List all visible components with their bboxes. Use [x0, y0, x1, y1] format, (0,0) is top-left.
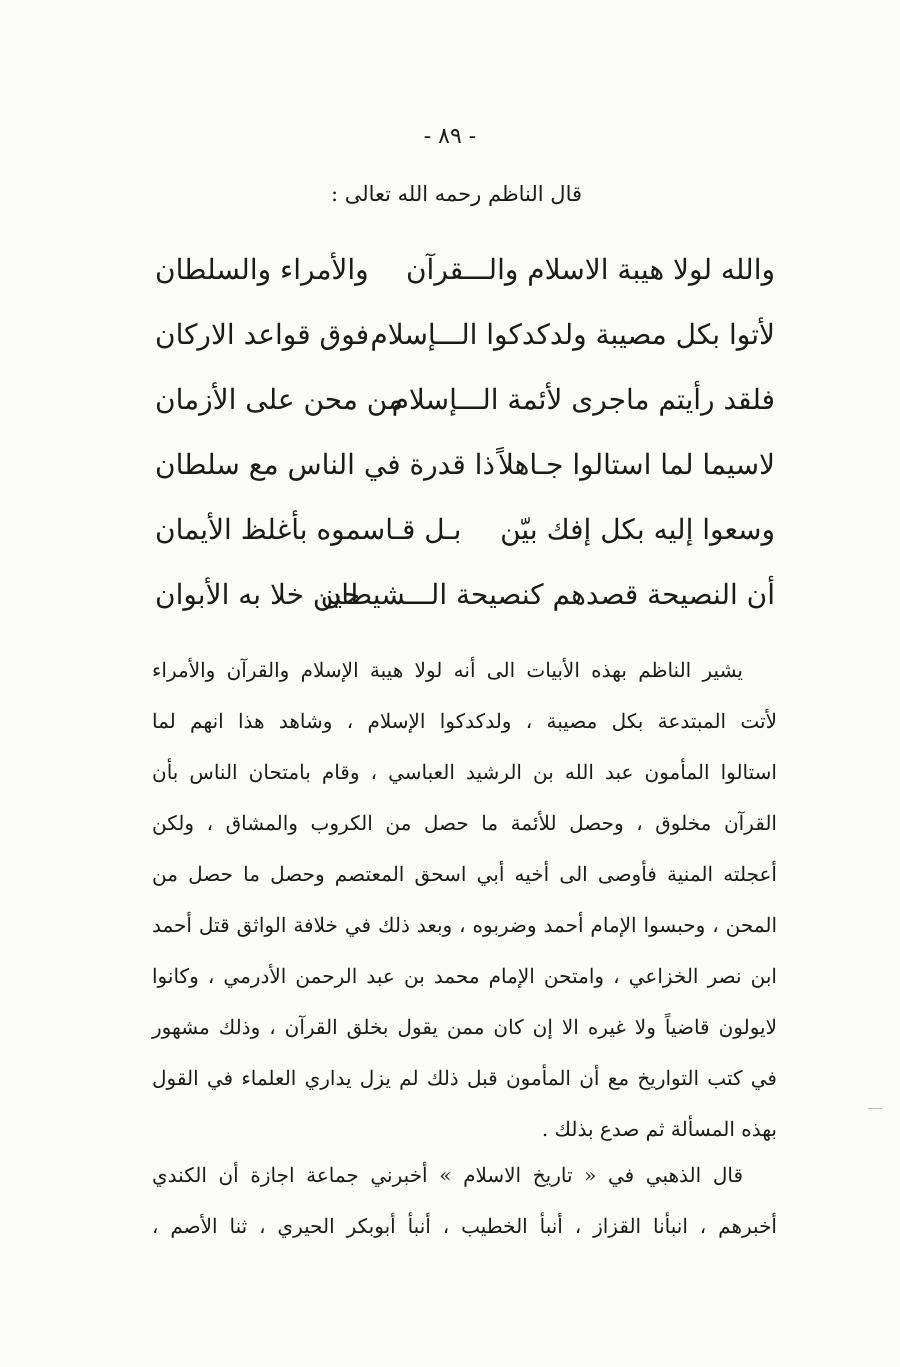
paragraph-line: ابن نصر الخزاعي ، وامتحن الإمام محمد بن عبد الرحمن الأدرمي ، وكانوا: [152, 964, 777, 988]
verse-second-hemistich: والأمراء والسلطان: [155, 253, 369, 286]
verse-line: [155, 437, 775, 502]
paragraph-line: أخبرهم ، انبأنا القزاز ، أنبأ الخطيب ، أنبأ أبوبكر الحيري ، ثنا الأصم ،: [152, 1214, 777, 1238]
page-mark: [868, 1108, 882, 1109]
verse-first-hemistich: لاسيما لما استالوا جـاهلاً: [497, 448, 775, 481]
verse-first-hemistich: أن النصيحة قصدهم كنصيحة الـــشيطان: [320, 578, 775, 611]
verse-line: [155, 307, 775, 372]
verse-line: [155, 372, 775, 437]
paragraph-line: أعجلته المنية فأوصى الى أخيه أبي اسحق المعتصم وحصل ما حصل من: [152, 862, 777, 886]
verse-second-hemistich: من محن على الأزمان: [155, 383, 404, 416]
paragraph-line: يشير الناظم بهذه الأبيات الى أنه لولا هيبة الإسلام والقرآن والأمراء: [152, 658, 743, 682]
verse-second-hemistich: فوق قواعد الاركان: [155, 318, 370, 351]
verse-first-hemistich: فلقد رأيتم ماجرى لأئمة الـــإسلام: [391, 383, 775, 416]
verse-line: [155, 567, 775, 632]
paragraph-line: في كتب التواريخ مع أن المأمون قبل ذلك لم يزل يداري العلماء في القول: [152, 1066, 777, 1090]
paragraph-line: المحن ، وحبسوا الإمام أحمد وضربوه ، وبعد ذلك في خلافة الواثق قتل أحمد: [152, 913, 778, 937]
verse-second-hemistich: بـل قـاسموه بأغلظ الأيمان: [155, 513, 462, 546]
verse-line: [155, 242, 775, 307]
verse-first-hemistich: لأتوا بكل مصيبة ولدكدكوا الـــإسلام: [370, 318, 775, 351]
verse-first-hemistich: والله لولا هيبة الاسلام والـــقرآن: [405, 253, 775, 286]
quote-paragraph: [152, 1153, 777, 1255]
intro-line: قال الناظم رحمه الله تعالى :: [330, 182, 582, 206]
verse-line: [155, 502, 775, 567]
paragraph-line: استالوا المأمون عبد الله بن الرشيد العباسي ، وقام بامتحان الناس بأن: [152, 760, 777, 784]
paragraph-line: لأتت المبتدعة بكل مصيبة ، ولدكدكوا الإسلام ، وشاهد هذا انهم لما: [152, 709, 777, 733]
verse-second-hemistich: حين خلا به الأبوان: [155, 578, 360, 611]
commentary-paragraph: [152, 648, 777, 1158]
paragraph-line: بهذه المسألة ثم صدع بذلك .: [541, 1117, 777, 1141]
page-number: - ٨٩ -: [423, 124, 477, 149]
paragraph-line: القرآن مخلوق ، وحصل للأئمة ما حصل من الكروب والمشاق ، ولكن: [152, 811, 777, 835]
verse-first-hemistich: وسعوا إليه بكل إفك بيّن: [500, 513, 775, 546]
verse-second-hemistich: ذا قدرة في الناس مع سلطان: [155, 448, 495, 481]
paragraph-line: قال الذهبي في « تاريخ الاسلام » أخبرني جماعة اجازة أن الكندي: [152, 1163, 743, 1187]
paragraph-line: لايولون قاضياً ولا غيره الا إن كان ممن يقول بخلق القرآن ، وذلك مشهور: [152, 1015, 778, 1039]
poem-verses: [155, 242, 775, 632]
